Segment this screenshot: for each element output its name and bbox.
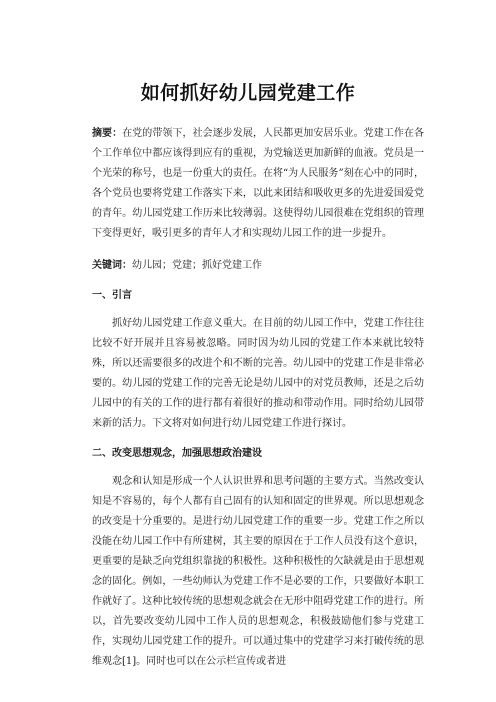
- section-paragraph-thinking: 观念和认知是形成一个人认识世界和思考问题的主要方式。当然改变认知是不容易的，每个人都有自己固有的认知和固定的世界观。所以思想观念的改变是十分重要的。是进行幼儿园党建工作的重要一步。党建工作之所以没能在幼儿园工作中有所建树，其主要的原因在于工作人员没有这个意识，更重要的是缺乏向党组织靠拢的积极性。这种积极性的欠缺就是由于思想观念的固化。例如，一些幼师认为党建工作不是必要的工作，只要做好本职工作就好了。这种比较传统的思想观念就会在无形中阻碍党建工作的进行。所以，首先要改变幼儿园中工作人员的思想观念，积极鼓励他们参与党建工作，实现幼儿园党建工作的提升。可以通过集中的党建学习来打破传统的思维观念[1]。同时也可以在公示栏宣传或者进: [92, 476, 424, 667]
- section-heading-introduction: 一、引言: [92, 290, 132, 301]
- abstract-text: 在党的带领下，社会逐步发展，人民都更加安居乐业。党建工作在各个工作单位中都应该得到应有的重视，为党输送更加新鲜的血液。党员是一个光荣的称号，也是一份重大的责任。在将“为人民服务”刻在心中的同时，各个党员也要将党建工作落实下来，以此来团结和吸收更多的先进爱国爱党的青年。幼儿园党建工作历来比较薄弱。这使得幼儿园很难在党组织的管理下变得更好，吸引更多的青年人才和实现幼儿园工作的进一步提升。: [92, 128, 424, 239]
- abstract-label: 摘要：: [92, 128, 123, 139]
- keywords-text: 幼儿园；党建；抓好党建工作: [132, 260, 262, 271]
- document-body: [92, 124, 424, 672]
- section-heading-thinking: 二、改变思想观念，加强思想政治建设: [92, 448, 262, 459]
- keywords-paragraph: [92, 256, 424, 276]
- keywords-label: 关键词：: [92, 260, 132, 271]
- document-title: 如何抓好幼儿园党建工作: [140, 82, 356, 104]
- section-paragraph-introduction: 抓好幼儿园党建工作意义重大。在目前的幼儿园工作中，党建工作往往比较不好开展并且容易被忽略。同时因为幼儿园的党建工作本来就比较特殊，所以还需要很多的改进个和不断的完善。幼儿园中的党建工作是非常必要的。幼儿园的党建工作的完善无论是幼儿园中的对党员教师，还是之后幼儿园中的有关的工作的进行都有着很好的推动和带动作用。同时给幼儿园带来新的活力。下文将对如何进行幼儿园党建工作进行探讨。: [92, 318, 424, 429]
- abstract-paragraph: [92, 124, 424, 244]
